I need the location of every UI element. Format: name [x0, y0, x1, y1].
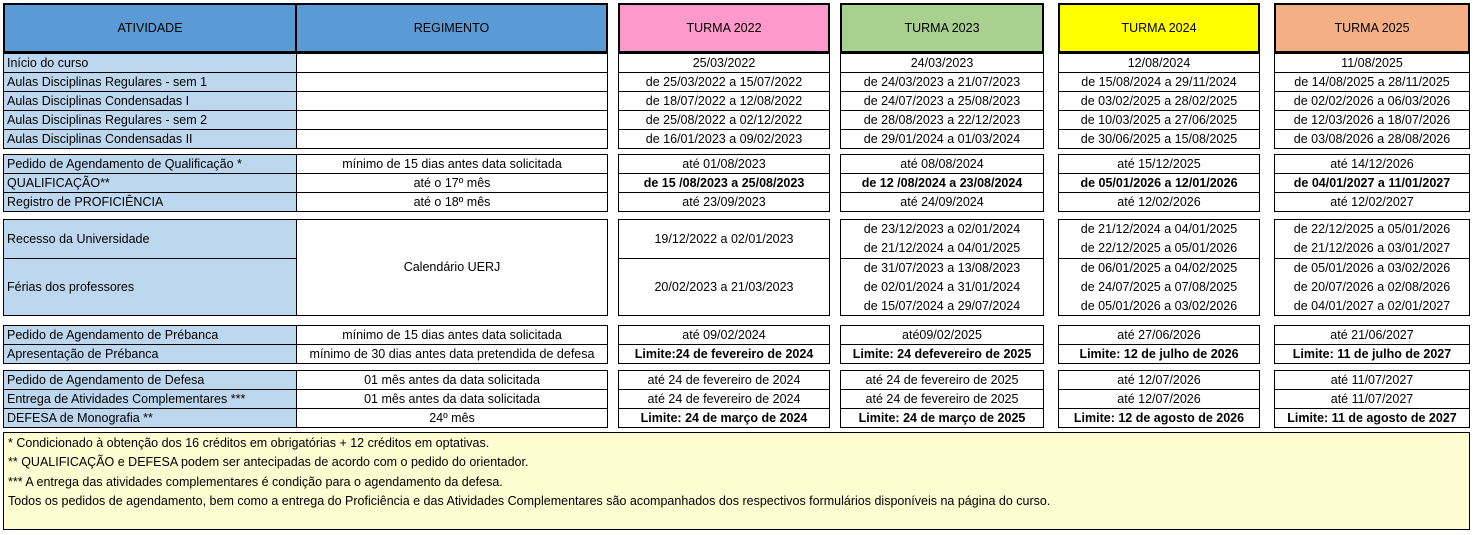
activity-label: Férias dos professores: [3, 258, 297, 316]
turma-2024-cell: até 15/12/2025: [1058, 154, 1260, 174]
turma-2025-cell: até 14/12/2026: [1274, 154, 1470, 174]
header-turma-2024: [1058, 3, 1260, 53]
date-line: de 21/12/2024 a 04/01/2025: [1080, 222, 1238, 236]
turma-2025-cell: Limite: 11 de julho de 2027: [1274, 344, 1470, 364]
regimento-cell: até o 17º mês: [296, 173, 608, 193]
date-line: de 05/01/2026 a 03/02/2026: [1080, 298, 1238, 313]
turma-2024-cell: até 12/07/2026: [1058, 370, 1260, 390]
header-turma-2022: [618, 3, 830, 53]
turma-2025-cell: até 12/02/2027: [1274, 192, 1470, 212]
header-turma-2022-label: TURMA 2022: [686, 21, 762, 35]
date-line: de 31/07/2023 a 13/08/2023: [863, 260, 1021, 275]
activity-label: Entrega de Atividades Complementares ***: [3, 389, 297, 409]
regimento-cell: mínimo de 15 dias antes data solicitada: [296, 154, 608, 174]
footnote-3: *** A entrega das atividades complementares é condição para o agendamento da defesa.: [8, 474, 503, 489]
turma-2025-cell: Limite: 11 de agosto de 2027: [1274, 408, 1470, 428]
date-line: de 22/12/2025 a 05/01/2026: [1293, 222, 1451, 236]
date-line: de 21/12/2026 a 03/01/2027: [1293, 241, 1451, 255]
turma-2022-cell: Limite:24 de fevereiro de 2024: [618, 344, 830, 364]
header-regimento: [295, 3, 608, 53]
turma-2022-cell: de 25/03/2022 a 15/07/2022: [618, 72, 830, 92]
turma-2022-cell: até 24 de fevereiro de 2024: [618, 389, 830, 409]
date-line: de 02/01/2024 a 31/01/2024: [863, 279, 1021, 294]
regimento-cell: mínimo de 30 dias antes data pretendida de defesa: [296, 344, 608, 364]
turma-2023-cell: [840, 219, 1044, 259]
turma-2024-cell: de 15/08/2024 a 29/11/2024: [1058, 72, 1260, 92]
turma-2022-cell: 25/03/2022: [618, 53, 830, 73]
turma-2025-cell: até 21/06/2027: [1274, 325, 1470, 345]
activity-label: Registro de PROFICIÊNCIA: [3, 192, 297, 212]
date-line: de 04/01/2027 a 02/01/2027: [1293, 298, 1451, 313]
turma-2025-cell: 11/08/2025: [1274, 53, 1470, 73]
turma-2023-cell: Limite: 24 de março de 2025: [840, 408, 1044, 428]
turma-2022-cell: de 25/08/2022 a 02/12/2022: [618, 110, 830, 130]
footnote-2: ** QUALIFICAÇÃO e DEFESA podem ser antecipadas de acordo com o pedido do orientador.: [8, 455, 529, 470]
turma-2025-cell: até 11/07/2027: [1274, 389, 1470, 409]
turma-2023-cell: até09/02/2025: [840, 325, 1044, 345]
turma-2023-cell: até 24 de fevereiro de 2025: [840, 370, 1044, 390]
activity-label: QUALIFICAÇÃO**: [3, 173, 297, 193]
date-line: de 21/12/2024 a 04/01/2025: [863, 241, 1021, 255]
turma-2023-cell: de 29/01/2024 a 01/03/2024: [840, 129, 1044, 149]
turma-2023-cell: Limite: 24 defevereiro de 2025: [840, 344, 1044, 364]
regimento-cell: até o 18º mês: [296, 192, 608, 212]
turma-2024-cell: até 12/02/2026: [1058, 192, 1260, 212]
activity-label: Início do curso: [3, 53, 297, 73]
turma-2023-cell: até 24 de fevereiro de 2025: [840, 389, 1044, 409]
activity-label: Aulas Disciplinas Regulares - sem 1: [3, 72, 297, 92]
header-atividade-label: ATIVIDADE: [117, 21, 183, 35]
turma-2024-cell: até 27/06/2026: [1058, 325, 1260, 345]
activity-label: Pedido de Agendamento de Defesa: [3, 370, 297, 390]
turma-2025-cell: de 12/03/2026 a 18/07/2026: [1274, 110, 1470, 130]
turma-2024-cell: de 05/01/2026 a 12/01/2026: [1058, 173, 1260, 193]
turma-2024-cell: [1058, 219, 1260, 259]
turma-2024-cell: 12/08/2024: [1058, 53, 1260, 73]
regimento-cell: [296, 72, 608, 92]
turma-2022-cell: Limite: 24 de março de 2024: [618, 408, 830, 428]
header-turma-2024-label: TURMA 2024: [1121, 21, 1197, 35]
date-line: de 15/07/2024 a 29/07/2024: [863, 298, 1021, 313]
date-line: de 24/07/2025 a 07/08/2025: [1080, 279, 1238, 294]
turma-2023-cell: [840, 258, 1044, 316]
turma-2022-cell: 19/12/2022 a 02/01/2023: [618, 219, 830, 259]
turma-2024-cell: Limite: 12 de julho de 2026: [1058, 344, 1260, 364]
activity-label: DEFESA de Monografia **: [3, 408, 297, 428]
turma-2023-cell: de 24/03/2023 a 21/07/2023: [840, 72, 1044, 92]
regimento-cell: [296, 91, 608, 111]
turma-2024-cell: de 10/03/2025 a 27/06/2025: [1058, 110, 1260, 130]
regimento-cell: [296, 129, 608, 149]
date-line: de 22/12/2025 a 05/01/2026: [1080, 241, 1238, 255]
footnote-1: * Condicionado à obtenção dos 16 créditos em obrigatórias + 12 créditos em optativas.: [8, 436, 490, 450]
turma-2024-cell: até 12/07/2026: [1058, 389, 1260, 409]
activity-label: Aulas Disciplinas Regulares - sem 2: [3, 110, 297, 130]
date-line: de 06/01/2025 a 04/02/2025: [1080, 260, 1238, 275]
turma-2025-cell: [1274, 258, 1470, 316]
activity-label: Recesso da Universidade: [3, 219, 297, 259]
turma-2024-cell: [1058, 258, 1260, 316]
header-turma-2025: [1274, 3, 1470, 53]
header-regimento-label: REGIMENTO: [413, 21, 490, 35]
activity-label: Aulas Disciplinas Condensadas I: [3, 91, 297, 111]
turma-2022-cell: até 23/09/2023: [618, 192, 830, 212]
turma-2022-cell: 20/02/2023 a 21/03/2023: [618, 258, 830, 316]
footnotes-box: [3, 432, 1470, 530]
activity-label: Apresentação de Prébanca: [3, 344, 297, 364]
date-line: de 20/07/2026 a 02/08/2026: [1293, 279, 1451, 294]
date-line: de 05/01/2026 a 03/02/2026: [1293, 260, 1451, 275]
footnote-4: Todos os pedidos de agendamento, bem como a entrega do Proficiência e das Atividades Complementares são acompanhados dos respectivos formulários disponíveis na página do curso.: [8, 493, 1051, 508]
turma-2025-cell: de 02/02/2026 a 06/03/2026: [1274, 91, 1470, 111]
turma-2024-cell: de 30/06/2025 a 15/08/2025: [1058, 129, 1260, 149]
turma-2023-cell: até 08/08/2024: [840, 154, 1044, 174]
turma-2023-cell: de 12 /08/2024 a 23/08/2024: [840, 173, 1044, 193]
turma-2025-cell: de 03/08/2026 a 28/08/2026: [1274, 129, 1470, 149]
activity-label: Pedido de Agendamento de Qualificação *: [3, 154, 297, 174]
turma-2023-cell: 24/03/2023: [840, 53, 1044, 73]
regimento-cell: 01 mês antes da data solicitada: [296, 389, 608, 409]
header-turma-2023: [840, 3, 1044, 53]
header-turma-2025-label: TURMA 2025: [1334, 21, 1410, 35]
regimento-cell: 01 mês antes da data solicitada: [296, 370, 608, 390]
turma-2022-cell: até 09/02/2024: [618, 325, 830, 345]
activity-label: Pedido de Agendamento de Prébanca: [3, 325, 297, 345]
turma-2022-cell: de 16/01/2023 a 09/02/2023: [618, 129, 830, 149]
turma-2023-cell: de 28/08/2023 a 22/12/2023: [840, 110, 1044, 130]
turma-2022-cell: até 24 de fevereiro de 2024: [618, 370, 830, 390]
regimento-cell: 24º mês: [296, 408, 608, 428]
activity-label: Aulas Disciplinas Condensadas II: [3, 129, 297, 149]
date-line: de 23/12/2023 a 02/01/2024: [863, 222, 1021, 236]
turma-2025-cell: de 14/08/2025 a 28/11/2025: [1274, 72, 1470, 92]
turma-2025-cell: [1274, 219, 1470, 259]
turma-2025-cell: de 04/01/2027 a 11/01/2027: [1274, 173, 1470, 193]
turma-2023-cell: de 24/07/2023 a 25/08/2023: [840, 91, 1044, 111]
calendario-uerj-cell: Calendário UERJ: [296, 219, 608, 316]
regimento-cell: mínimo de 15 dias antes data solicitada: [296, 325, 608, 345]
header-atividade: [3, 3, 297, 53]
regimento-cell: [296, 53, 608, 73]
turma-2024-cell: Limite: 12 de agosto de 2026: [1058, 408, 1260, 428]
turma-2025-cell: até 11/07/2027: [1274, 370, 1470, 390]
turma-2022-cell: de 15 /08/2023 a 25/08/2023: [618, 173, 830, 193]
turma-2022-cell: de 18/07/2022 a 12/08/2022: [618, 91, 830, 111]
regimento-cell: [296, 110, 608, 130]
header-turma-2023-label: TURMA 2023: [904, 21, 980, 35]
turma-2023-cell: até 24/09/2024: [840, 192, 1044, 212]
turma-2022-cell: até 01/08/2023: [618, 154, 830, 174]
turma-2024-cell: de 03/02/2025 a 28/02/2025: [1058, 91, 1260, 111]
